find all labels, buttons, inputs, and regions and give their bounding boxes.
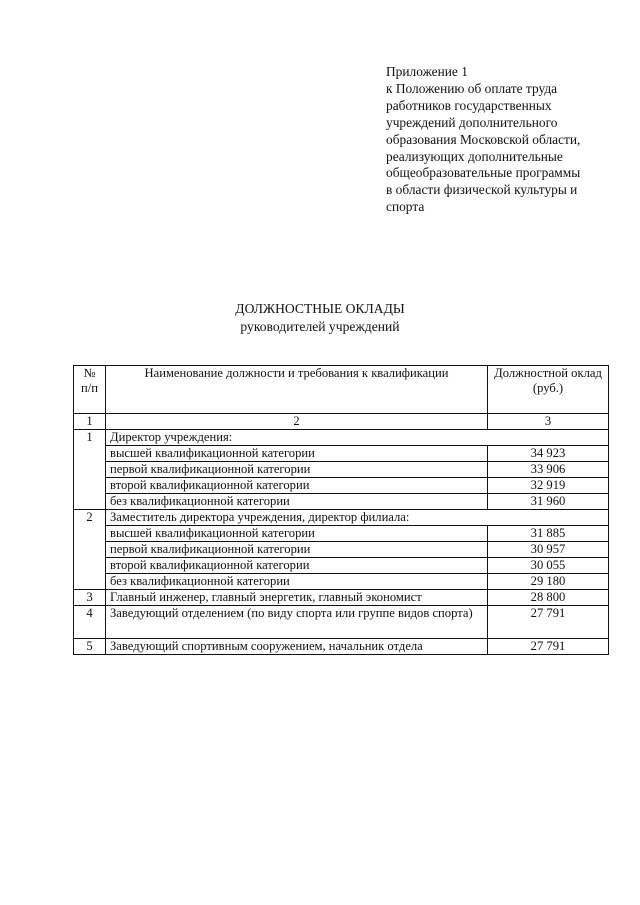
row-value: 30 055	[488, 558, 609, 574]
row-number: 5	[74, 639, 106, 655]
row-label: второй квалификационной категории	[106, 478, 488, 494]
table-row	[74, 430, 609, 446]
salary-table	[73, 365, 609, 655]
annex-line: учреждений дополнительного	[386, 114, 558, 130]
row-label: без квалификационной категории	[106, 574, 488, 590]
row-value: 29 180	[488, 574, 609, 590]
table-row	[74, 558, 609, 574]
column-number-row	[74, 414, 609, 430]
row-value: 27 791	[488, 606, 609, 639]
table-row	[74, 478, 609, 494]
row-number: 4	[74, 606, 106, 639]
group-title: Директор учреждения:	[106, 430, 609, 446]
row-label: второй квалификационной категории	[106, 558, 488, 574]
header-name: Наименование должности и требования к квалификации	[106, 366, 488, 414]
row-number: 1	[74, 430, 106, 510]
table-row	[74, 606, 609, 639]
row-label: высшей квалификационной категории	[106, 446, 488, 462]
annex-line: в области физической культуры и	[386, 182, 578, 198]
row-label: Главный инженер, главный энергетик, главный экономист	[106, 590, 488, 606]
row-label: первой квалификационной категории	[106, 462, 488, 478]
column-number: 1	[74, 414, 106, 430]
annex-line: работников государственных	[386, 97, 552, 113]
table-header-row	[74, 366, 609, 414]
table-row	[74, 446, 609, 462]
row-label: первой квалификационной категории	[106, 542, 488, 558]
annex-line: спорта	[386, 199, 425, 215]
header-salary: Должностной оклад (руб.)	[488, 366, 609, 414]
table-row	[74, 494, 609, 510]
row-value: 28 800	[488, 590, 609, 606]
title-main: ДОЛЖНОСТНЫЕ ОКЛАДЫ	[235, 301, 405, 316]
row-label: высшей квалификационной категории	[106, 526, 488, 542]
row-value: 31 960	[488, 494, 609, 510]
row-number: 3	[74, 590, 106, 606]
row-value: 27 791	[488, 639, 609, 655]
annex-line: к Положению об оплате труда	[386, 80, 558, 96]
table-row	[74, 462, 609, 478]
row-value: 32 919	[488, 478, 609, 494]
row-label: Заведующий отделением (по виду спорта или группе видов спорта)	[106, 606, 488, 639]
table-row	[74, 590, 609, 606]
row-value: 30 957	[488, 542, 609, 558]
column-number: 2	[106, 414, 488, 430]
table-row	[74, 510, 609, 526]
header-num: № п/п	[74, 366, 106, 414]
row-number: 2	[74, 510, 106, 590]
group-title: Заместитель директора учреждения, директор филиала:	[106, 510, 609, 526]
row-value: 34 923	[488, 446, 609, 462]
annex-line: реализующих дополнительные	[386, 148, 563, 164]
annex-line: общеобразовательные программы	[386, 165, 581, 181]
row-label: без квалификационной категории	[106, 494, 488, 510]
row-value: 33 906	[488, 462, 609, 478]
table-row	[74, 542, 609, 558]
title-sub: руководителей учреждений	[240, 319, 400, 334]
table-row	[74, 526, 609, 542]
annex-note	[386, 64, 626, 216]
annex-line: образования Московской области,	[386, 131, 581, 147]
annex-line: Приложение 1	[386, 64, 468, 79]
row-label: Заведующий спортивным сооружением, начальник отдела	[106, 639, 488, 655]
row-value: 31 885	[488, 526, 609, 542]
column-number: 3	[488, 414, 609, 430]
table-row	[74, 639, 609, 655]
table-row	[74, 574, 609, 590]
